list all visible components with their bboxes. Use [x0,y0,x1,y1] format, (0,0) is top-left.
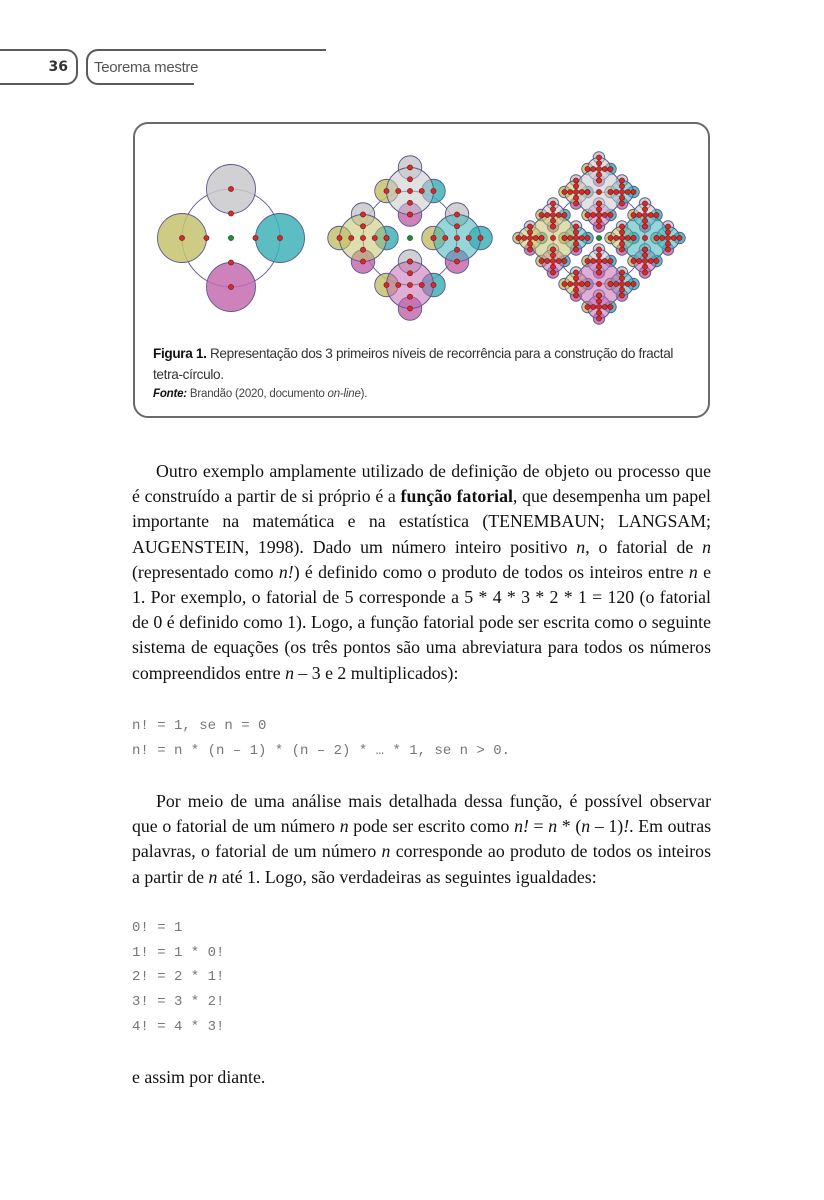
fractal-node [228,211,233,216]
fractal-node [654,212,659,217]
fractal-node [573,178,578,183]
fractal-node [654,258,659,263]
fractal-node [407,306,412,311]
fractal-node [619,189,624,194]
fractal-node [556,258,561,263]
fractal-node [407,165,412,170]
text: Por meio de uma análise mais detalhada dessa função, é possível observar que o fatorial de um número [132,791,711,837]
fractal-node [614,235,619,240]
fractal-node [671,235,676,240]
fractal-node [579,189,584,194]
text: pode ser escrito como [348,816,515,837]
var: ! [623,816,630,837]
fractal-node [642,218,647,223]
fractal-node [407,188,412,193]
fractal-node [454,259,459,264]
fractal-node [619,287,624,292]
fractal-node [631,189,636,194]
fractal-node [454,247,459,252]
fractal-node [396,188,401,193]
code-line: n! = 1, se n = 0 [132,718,267,734]
fractal-node [545,212,550,217]
text: e 1. Por exemplo, o fatorial de 5 corresponde a 5 * 4 * 3 * 2 * 1 = 120 (o fatorial de 0 é definido como 1). Logo, a função fatorial pode ser escrita como o seguinte sistema de equações (os três pontos são uma abreviatura para todos os números compreendidos entre [132,561,711,683]
fractal-node [579,235,584,240]
fractal-node [431,282,436,287]
fractal-node [596,161,601,166]
fractal-node [573,293,578,298]
fractal-node [608,189,613,194]
paragraph-factorial-intro [132,459,711,686]
fractal-node [550,201,555,206]
fractal-node [596,264,601,269]
fractal-node [608,258,613,263]
fractal-node [596,299,601,304]
fractal-node [527,247,532,252]
fractal-node [533,235,538,240]
fractal-node [596,155,601,160]
var: n [285,662,294,683]
fractal-node [631,281,636,286]
fractal-node [619,230,624,235]
var: n [576,536,586,557]
fractal-node [360,212,365,217]
fractal-node [665,247,670,252]
page-number: 36 [48,59,68,75]
fractal-node [665,241,670,246]
fractal-node [602,212,607,217]
fractal-node [596,201,601,206]
fractal-node [660,235,665,240]
source-text-end: ). [360,388,368,400]
fractal-node [608,304,613,309]
fractal-node [637,212,642,217]
code-line: 1! = 1 * 0! [132,944,225,961]
fractal-node [596,212,601,217]
fractal-node [550,247,555,252]
fractal-node [545,258,550,263]
fractal-node [642,212,647,217]
fractal-node [608,166,613,171]
paragraph-factorial-recursive [132,789,711,890]
fractal-node [527,241,532,246]
fractal-node [527,230,532,235]
fractal-node [619,270,624,275]
fractal-node [585,235,590,240]
fractal-node [665,224,670,229]
fractal-node [596,270,601,275]
fractal-node [585,281,590,286]
fractal-node [619,178,624,183]
text: Outro exemplo amplamente utilizado de definição de objeto ou processo que é construído a partir de si próprio é a [132,461,711,507]
code-line: n! = n * (n – 1) * (n – 2) * … * 1, se n > 0. [132,742,511,759]
fractal-node [384,235,389,240]
fractal-node [550,212,555,217]
fractal-node [454,224,459,229]
text: = [528,816,549,837]
var: n [381,841,391,862]
fractal-node [596,218,601,223]
fractal-node [619,247,624,252]
var: n! [514,816,529,837]
fractal-node [539,258,544,263]
fractal-node [384,282,389,287]
text: – 3 e 2 multiplicados): [293,662,459,683]
fractal-node [619,224,624,229]
fractal-node [631,258,636,263]
fractal-node [596,178,601,183]
text: , o fatorial de [585,536,703,557]
fractal-node [596,166,601,171]
fractal-node [443,235,448,240]
var: n [548,816,558,837]
fractal-node [591,212,596,217]
fractal-node [431,235,436,240]
fractal-node [648,258,653,263]
fractal-node [550,207,555,212]
fractal-node [573,224,578,229]
fractal-node [573,195,578,200]
fractal-node [407,177,412,182]
var: n [208,866,218,887]
source-label: Fonte: [153,388,187,400]
fractal-node [648,212,653,217]
fractal-node [608,235,613,240]
fractal-node [642,224,647,229]
fractal-node [419,282,424,287]
fractal-node [550,235,555,240]
caption-text: Representação dos 3 primeiros níveis de recorrência para a construção do fractal tetra-círculo. [153,346,674,382]
fractal-node [596,281,601,286]
code-block-factorial-definition [132,714,510,763]
fractal-node [642,235,647,240]
source-text-italic: on-line [327,388,361,400]
fractal-node [579,281,584,286]
fractal-node [608,212,613,217]
fractal-node [619,201,624,206]
fractal-node [642,201,647,206]
text: . Em outras palavras, o fatorial de um número [132,816,712,862]
code-line: 3! = 3 * 2! [132,994,225,1011]
text: – 1) [590,816,624,837]
fractal-node [407,294,412,299]
fractal-node [619,276,624,281]
text: ) é definido como o produto de todos os inteiros entre [293,561,689,582]
fractal-node [642,264,647,269]
fractal-node [466,235,471,240]
fractal-node [527,235,532,240]
fractal-node [625,281,630,286]
fractal-node [585,189,590,194]
fractal-node [596,310,601,315]
fractal-node [454,212,459,217]
text: (representado como [132,561,279,582]
fractal-node [573,189,578,194]
fractal-node [556,212,561,217]
running-title: Teorema mestre [94,59,199,76]
fractal-node [550,253,555,258]
fractal-node [596,189,601,194]
fractal-node [585,258,590,263]
fractal-node [568,281,573,286]
fractal-node [642,270,647,275]
fractal-node [591,258,596,263]
code-line: 4! = 4 * 3! [132,1018,225,1035]
code-line: 2! = 2 * 1! [132,969,225,986]
fractal-node [407,212,412,217]
fractal-node [619,241,624,246]
fractal-node [337,235,342,240]
fractal-node [665,235,670,240]
fractal-node [527,224,532,229]
fractal-node [619,195,624,200]
fractal-node [562,235,567,240]
fractal-node [573,184,578,189]
figure-caption [153,343,698,385]
fractal-node [642,207,647,212]
fractal-node [384,188,389,193]
fractal-node [550,218,555,223]
fractal-node [573,235,578,240]
term-bold: função fatorial [400,486,513,507]
fractal-node [591,304,596,309]
text: , que desempenha um papel importante na matemática e na estatística (TENEMBAUN; LANGSAM; AUGENSTEIN, 1998). Dado um número inteiro positivo [132,486,711,557]
fractal-node [637,258,642,263]
fractal-node [573,201,578,206]
fractal-node [568,235,573,240]
fractal-node [568,189,573,194]
fractal-node [596,207,601,212]
fractal-node [407,259,412,264]
fractal-node [228,260,233,265]
fractal-node [631,212,636,217]
fractal-node [539,235,544,240]
fractal-node [585,166,590,171]
fractal-node [596,258,601,263]
fractal-node [562,281,567,286]
var: n [688,561,698,582]
figure-source [153,388,367,400]
fractal-node [654,235,659,240]
fractal-node [573,281,578,286]
fractal-node [591,166,596,171]
fractal-node [602,304,607,309]
fractal-node [625,235,630,240]
fractal-node [625,189,630,194]
closing-text: e assim por diante. [132,1067,266,1087]
var: n [581,816,591,837]
fractal-node [642,247,647,252]
fractal-node [550,270,555,275]
fractal-node [573,247,578,252]
fractal-node [396,282,401,287]
source-text: Brandão (2020, documento [186,388,328,400]
var: n [339,816,349,837]
fractal-node [602,166,607,171]
fractal-node [665,230,670,235]
fractal-node [407,200,412,205]
fractal-node [631,235,636,240]
fractal-node [419,188,424,193]
fractal-node [596,224,601,229]
fractal-node [407,271,412,276]
fractal-node [596,304,601,309]
fractal-node [619,281,624,286]
fractal-node [608,281,613,286]
fractal-node [522,235,527,240]
fractal-node [602,258,607,263]
fractal-node [562,189,567,194]
fractal-node [596,247,601,252]
fractal-node [677,235,682,240]
fractal-node [573,287,578,292]
fractal-node [550,264,555,269]
fractal-node [407,282,412,287]
fractal-node [562,258,567,263]
fractal-node [478,235,483,240]
fractal-node [619,235,624,240]
fractal-node [619,293,624,298]
fractal-node [360,259,365,264]
page-number-frame [0,49,78,85]
fractal-node [360,247,365,252]
text: até 1. Logo, são verdadeiras as seguintes igualdades: [217,866,597,887]
fractal-node [596,172,601,177]
fractal-node [253,235,258,240]
fractal-center-node [596,235,601,240]
fractal-node [642,258,647,263]
fractal-center-node [228,235,233,240]
fractal-node [372,235,377,240]
fractal-center-node [407,235,412,240]
fractal-node [614,189,619,194]
fractal-node [431,188,436,193]
fractal-node [550,258,555,263]
fractal-node [228,186,233,191]
fractal-node [562,212,567,217]
fractal-node [573,241,578,246]
fractal-node [550,224,555,229]
fractal-node [516,235,521,240]
fractal-node [360,224,365,229]
fractal-node [349,235,354,240]
fractal-node [596,253,601,258]
fractal-illustration [135,124,707,334]
fractal-node [573,230,578,235]
fractal-node [642,253,647,258]
fractal-node [360,235,365,240]
fractal-node [614,281,619,286]
fractal-node [596,293,601,298]
fractal-node [619,184,624,189]
code-block-factorial-examples [132,916,224,1040]
text: * ( [557,816,582,837]
var: n! [278,561,294,582]
fractal-node [573,270,578,275]
caption-label: Figura 1. [153,346,207,361]
text: corresponde ao produto de todos os inteiros a partir de [132,841,711,887]
var: n [702,536,711,557]
figure-box [133,122,710,418]
code-line: 0! = 1 [132,920,183,936]
fractal-node [539,212,544,217]
fractal-node [179,235,184,240]
fractal-node [585,304,590,309]
fractal-node [454,235,459,240]
fractal-node [573,276,578,281]
fractal-node [585,212,590,217]
fractal-node [204,235,209,240]
fractal-node [228,284,233,289]
fractal-node [596,316,601,321]
fractal-node [277,235,282,240]
